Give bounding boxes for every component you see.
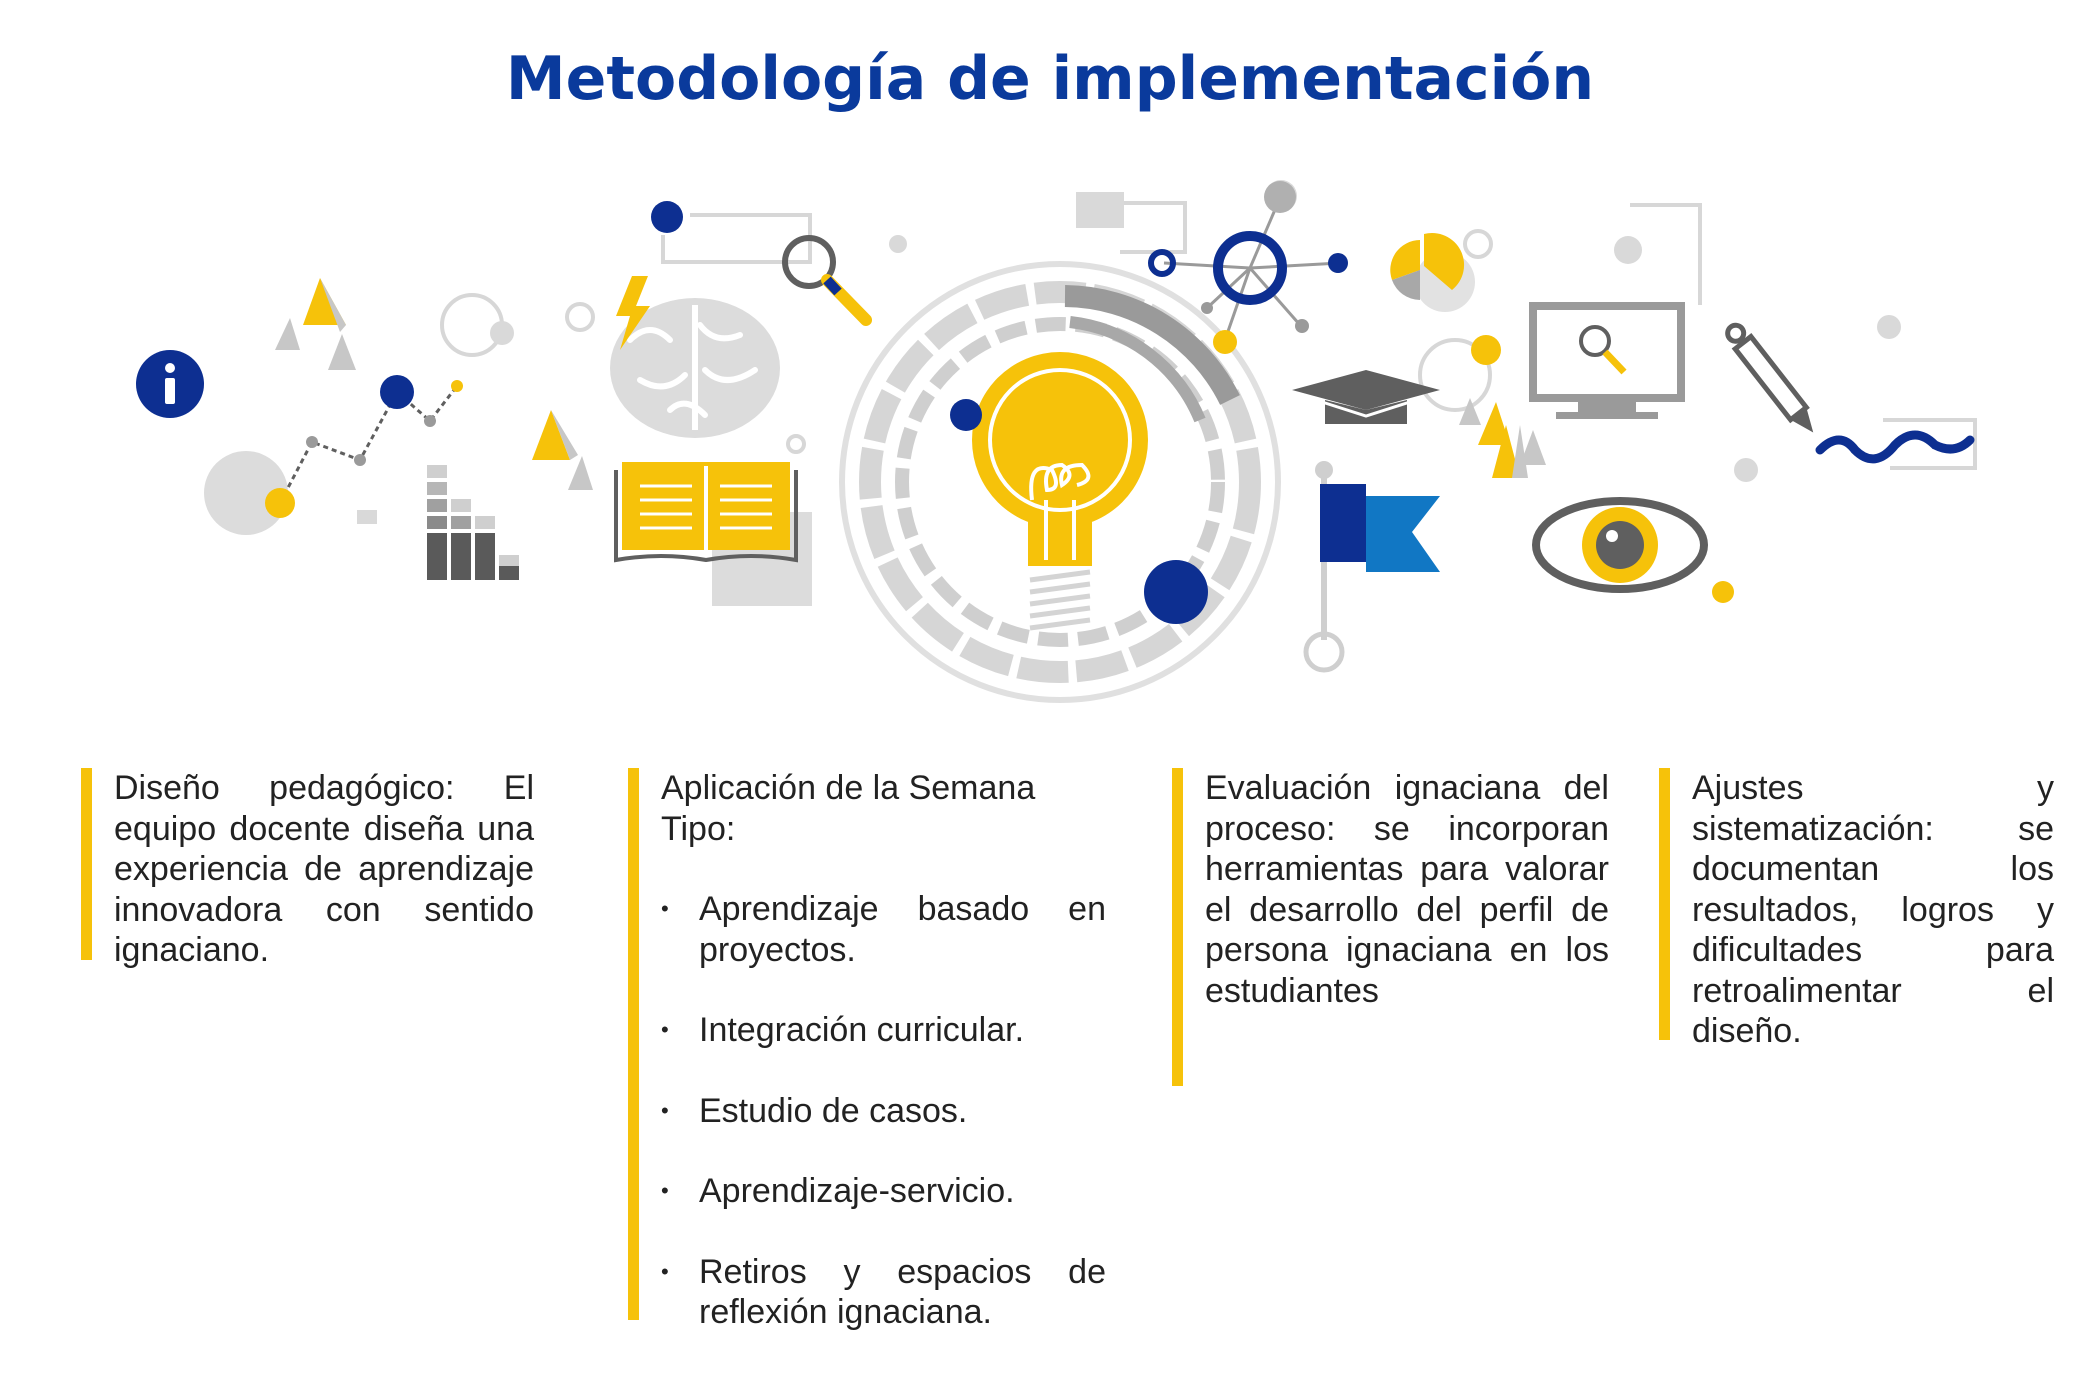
list-item: • Aprendizaje basado en proyectos. bbox=[661, 890, 1106, 969]
flag-icon bbox=[1306, 461, 1440, 670]
graduation-cap-icon bbox=[1292, 370, 1440, 424]
bullet: • bbox=[661, 1178, 669, 1203]
info-icon bbox=[136, 350, 204, 418]
monitor-search-icon bbox=[1533, 306, 1681, 419]
step-text: Evaluación ignaciana del proceso: se incorporan herramientas para valorar el desarrollo del perfil de persona ignaciana en los estudiantes bbox=[1205, 769, 1609, 1010]
step-intro: Aplicación de la Semana Tipo: bbox=[661, 769, 1036, 848]
eye-icon bbox=[1536, 501, 1704, 589]
illustration bbox=[0, 150, 2100, 710]
navy-dot bbox=[651, 201, 683, 233]
pencil-icon bbox=[1723, 321, 1970, 459]
list-item: • Integración curricular. bbox=[661, 1011, 1025, 1049]
yellow-dot bbox=[1471, 335, 1501, 365]
step-ignatian-evaluation bbox=[1172, 768, 1609, 1086]
step-adjustments bbox=[1659, 768, 2054, 1050]
bullet: • bbox=[661, 1097, 669, 1123]
bullet: • bbox=[661, 1017, 669, 1042]
step-pedagogical-design bbox=[81, 768, 534, 969]
bullet: • bbox=[661, 1258, 669, 1284]
lightbulb-icon bbox=[972, 352, 1148, 628]
open-book-icon bbox=[616, 462, 812, 606]
list-item: • Retiros y espacios de reflexión ignaciana. bbox=[661, 1252, 1106, 1331]
yellow-dot bbox=[1712, 581, 1734, 603]
page-title: Metodología de implementación bbox=[505, 44, 1595, 114]
step-text: Ajustes y sistematización: se documentan los resultados, logros y dificultades para retroalimentar el diseño. bbox=[1692, 769, 2054, 1050]
list-item: • Aprendizaje-servicio. bbox=[661, 1172, 1015, 1210]
magnifier-icon bbox=[785, 238, 866, 320]
navy-dot bbox=[1144, 560, 1208, 624]
bar-chart-icon bbox=[427, 465, 519, 580]
bullet: • bbox=[661, 896, 669, 921]
step-text: Diseño pedagógico: El equipo docente diseña una experiencia de aprendizaje innovadora con sentido ignaciano. bbox=[114, 769, 534, 969]
pie-chart-icon bbox=[1390, 233, 1475, 312]
navy-dot bbox=[950, 399, 982, 431]
line-chart-icon bbox=[204, 375, 463, 535]
method-list bbox=[661, 889, 1106, 1333]
step-semana-tipo bbox=[628, 768, 1106, 1331]
list-item: • Estudio de casos. bbox=[661, 1091, 968, 1130]
